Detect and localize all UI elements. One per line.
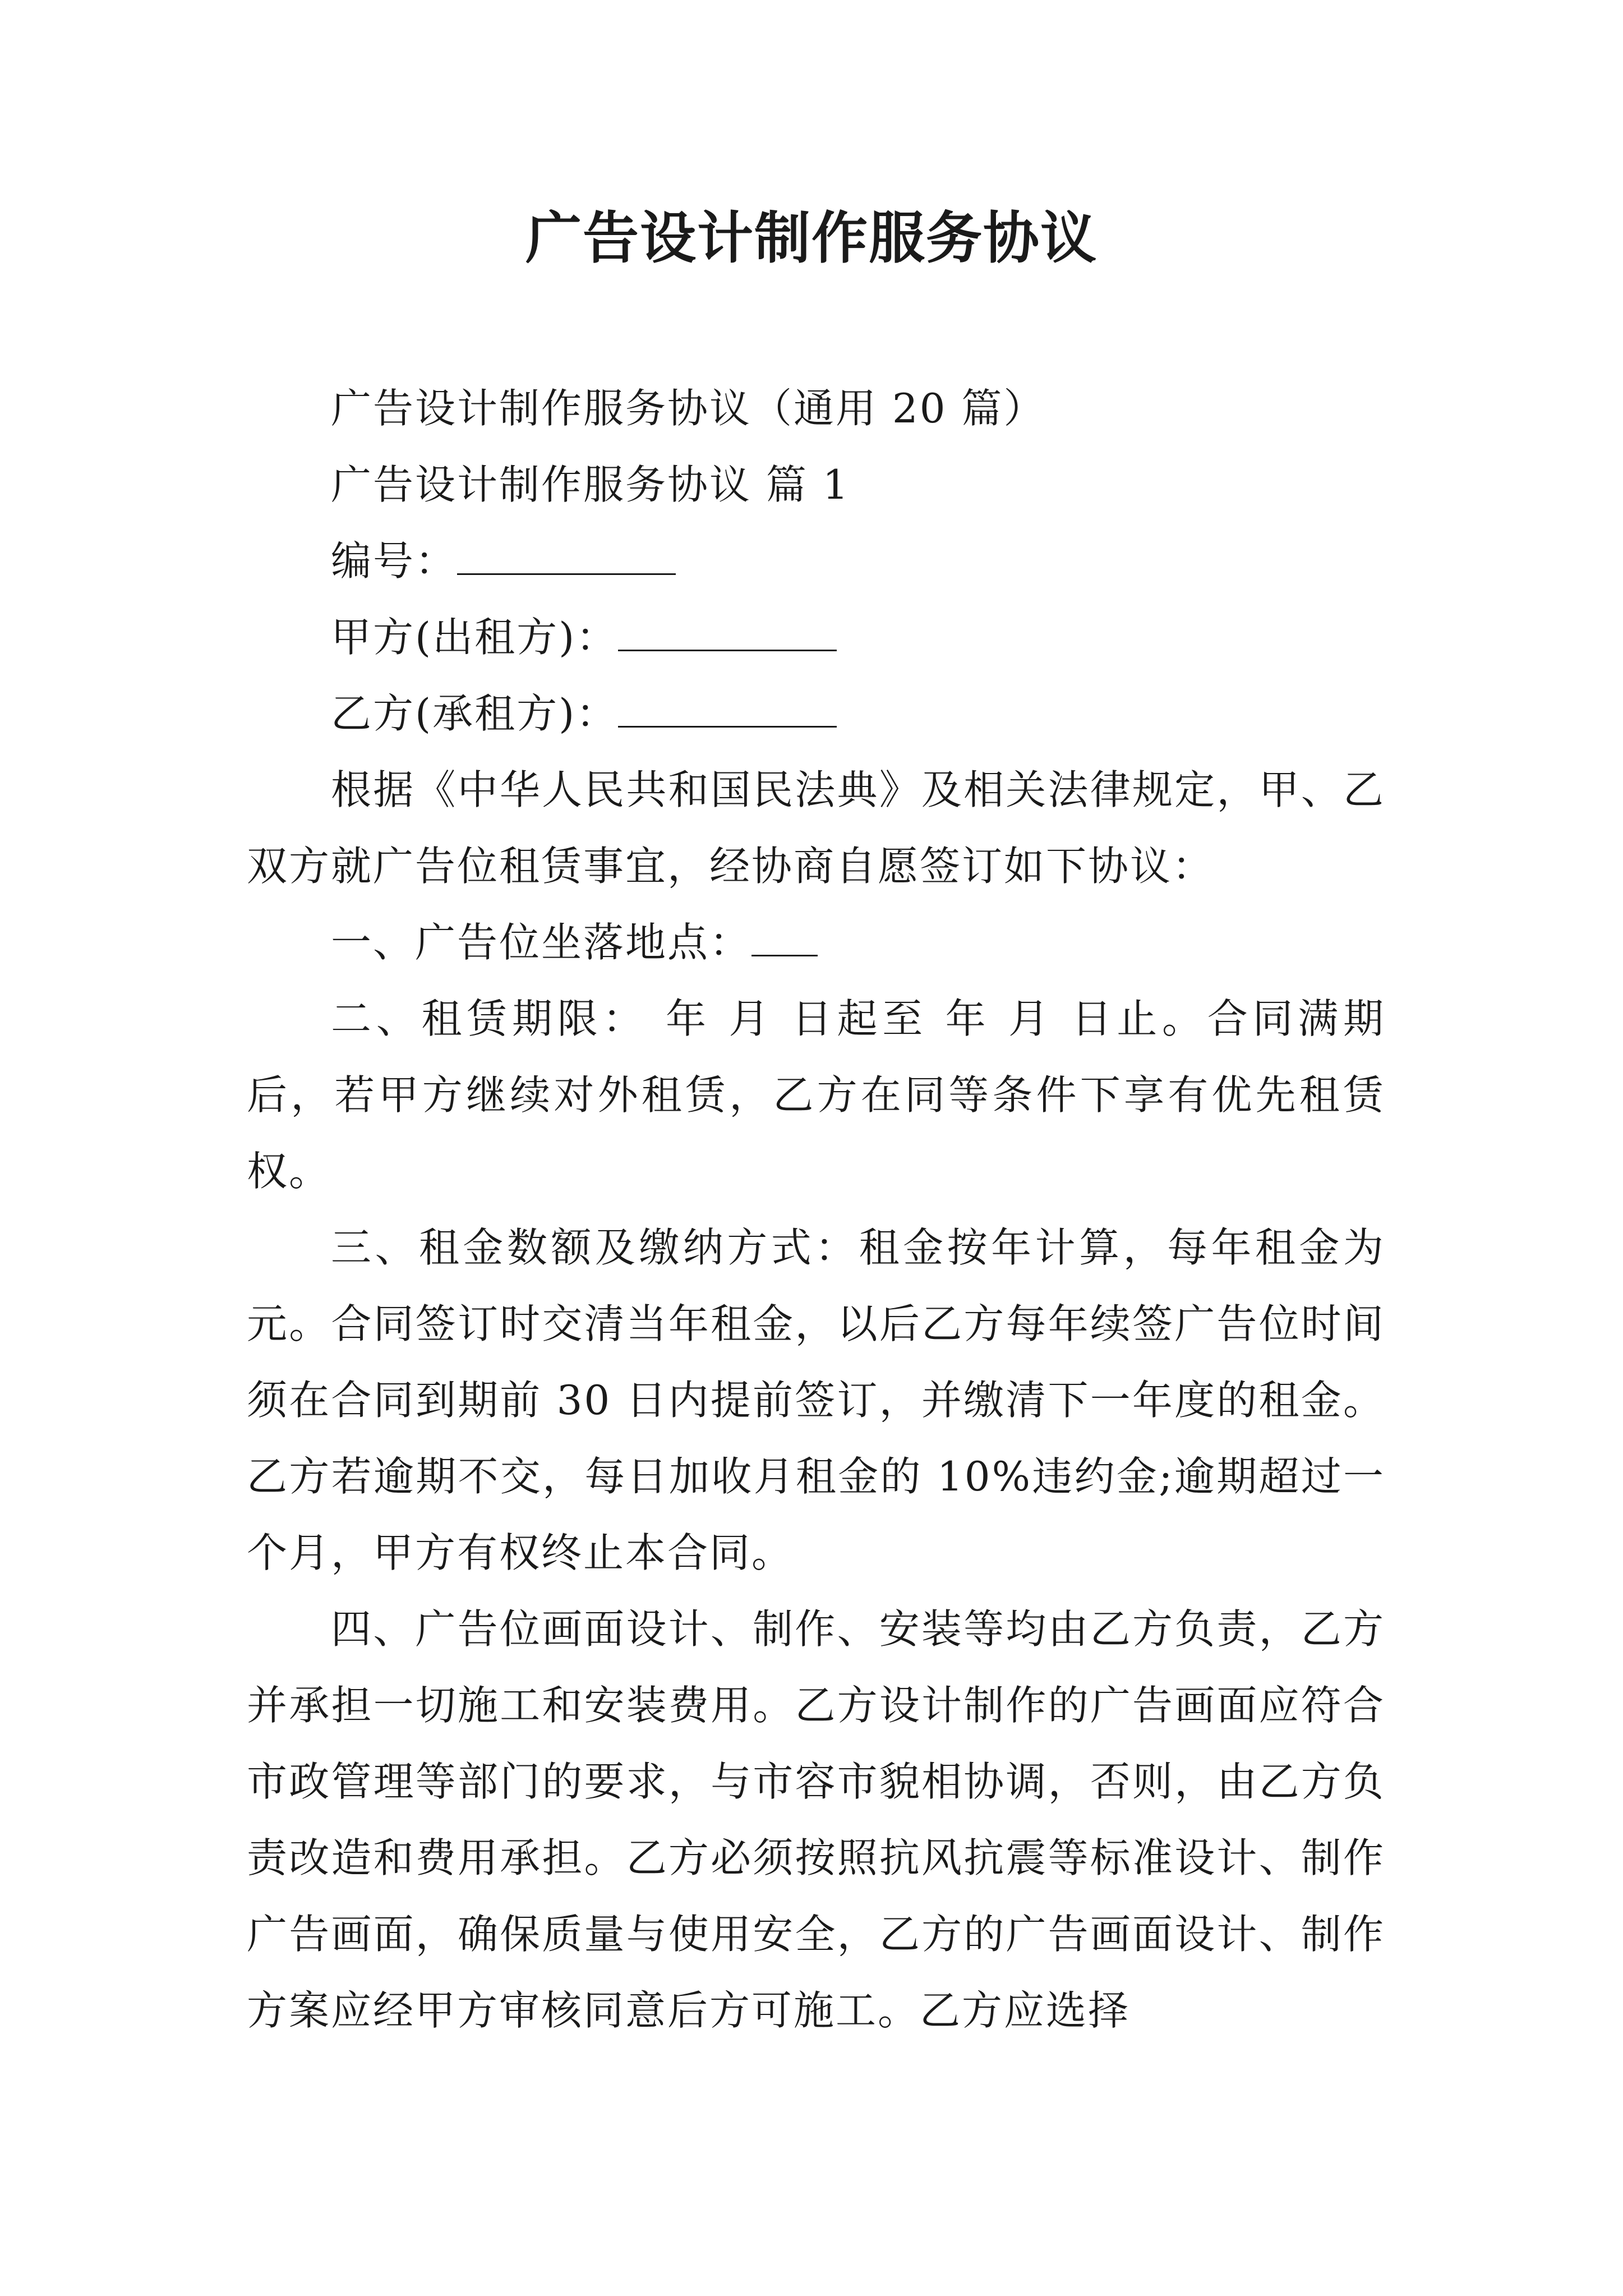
field-number: [247, 523, 1385, 599]
field-party-b-blank[interactable]: [618, 691, 837, 728]
clause-1: [247, 904, 1385, 981]
clause-1-blank[interactable]: [751, 920, 818, 956]
clause-4: 四、广告位画面设计、制作、安装等均由乙方负责，乙方并承担一切施工和安装费用。乙方设计制作的广告画面应符合市政管理等部门的要求，与市容市貌相协调，否则，由乙方负责改造和费用承担。乙方必须按照抗风抗震等标准设计、制作广告画面，确保质量与使用安全，乙方的广告画面设计、制作方案应经甲方审核同意后方可施工。乙方应选择: [247, 1605, 1385, 2034]
document-title: 广告设计制作服务协议: [525, 205, 1098, 271]
field-party-a-blank[interactable]: [618, 615, 837, 651]
clause-3: 三、租金数额及缴纳方式：租金按年计算，每年租金为元。合同签订时交清当年租金，以后乙方每年续签广告位时间须在合同到期前 30 日内提前签订，并缴清下一年度的租金。乙方若逾期不交，每日加收月租金的 10%违约金;逾期超过一个月，甲方有权终止本合同。: [247, 1224, 1385, 1576]
section-heading: 广告设计制作服务协议 篇 1: [331, 461, 850, 508]
field-party-b: [247, 675, 1385, 752]
field-party-a-label: 甲方(出租方)：: [331, 614, 619, 661]
field-party-a: [247, 599, 1385, 675]
field-party-b-label: 乙方(承租方)：: [331, 690, 619, 737]
document-body: [247, 370, 1385, 2049]
clause-1-label: 一、广告位坐落地点：: [331, 919, 752, 966]
field-number-label: 编号：: [331, 537, 458, 585]
clause-2: 二、租赁期限： 年 月 日起至 年 月 日止。合同满期后，若甲方继续对外租赁，乙方在同等条件下享有优先租赁权。: [247, 995, 1385, 1195]
field-number-blank[interactable]: [457, 539, 676, 575]
subtitle: 广告设计制作服务协议（通用 20 篇）: [331, 385, 1046, 432]
intro-paragraph: 根据《中华人民共和国民法典》及相关法律规定，甲、乙双方就广告位租赁事宜，经协商自愿签订如下协议：: [247, 766, 1385, 890]
